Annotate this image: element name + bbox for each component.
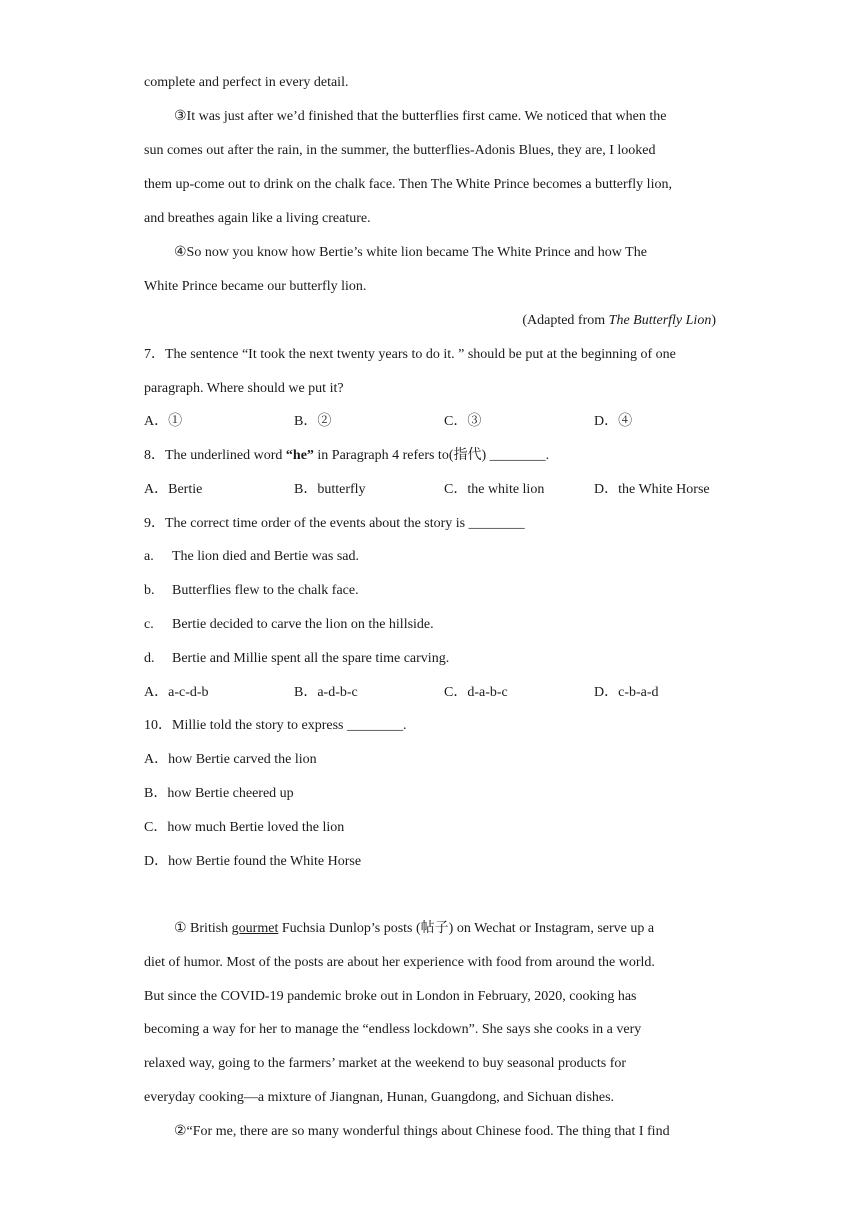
question-10-stem: 10．Millie told the story to express ________. bbox=[144, 718, 407, 733]
question-9-event-a bbox=[144, 548, 359, 566]
question-9-event-c bbox=[144, 616, 434, 634]
passage1-paragraph-3-line-4: and breathes again like a living creature. bbox=[144, 211, 371, 226]
passage1-paragraph-4-line-2: White Prince became our butterfly lion. bbox=[144, 279, 367, 294]
event-text: The lion died and Bertie was sad. bbox=[172, 549, 360, 564]
event-letter: b. bbox=[144, 583, 155, 598]
passage2-paragraph-2-line-1: ②“For me, there are so many wonderful things about Chinese food. The thing that I find bbox=[174, 1124, 670, 1139]
question-10-option-c[interactable]: C．how much Bertie loved the lion bbox=[144, 820, 345, 835]
question-7-stem-line-1: 7．The sentence “It took the next twenty years to do it. ” should be put at the beginning of one bbox=[144, 347, 676, 362]
underlined-word-gourmet: gourmet bbox=[231, 921, 279, 936]
passage1-paragraph-3-line-3: them up-come out to drink on the chalk face. Then The White Prince becomes a butterfly lion, bbox=[144, 177, 672, 192]
question-9-option-c[interactable]: C．d-a-b-c bbox=[444, 685, 508, 700]
question-8-word: “he” bbox=[285, 448, 314, 463]
question-10-option-a[interactable]: A．how Bertie carved the lion bbox=[144, 752, 317, 767]
question-8-option-d[interactable]: D．the White Horse bbox=[594, 482, 710, 497]
question-9-option-d[interactable]: D．c-b-a-d bbox=[594, 685, 659, 700]
p1-prefix: ① British bbox=[174, 921, 232, 936]
event-letter: d. bbox=[144, 651, 155, 666]
source-suffix: ) bbox=[711, 313, 716, 328]
passage1-paragraph-4-line-1: ④So now you know how Bertie’s white lion became The White Prince and how The bbox=[174, 245, 647, 260]
passage2-paragraph-1-line-1 bbox=[174, 920, 654, 938]
event-letter: c. bbox=[144, 617, 154, 632]
question-10-option-d[interactable]: D．how Bertie found the White Horse bbox=[144, 854, 362, 869]
source-title: The Butterfly Lion bbox=[608, 313, 712, 328]
question-9-event-d bbox=[144, 650, 449, 668]
question-8-prefix: 8．The underlined word bbox=[144, 448, 286, 463]
question-10-option-b[interactable]: B．how Bertie cheered up bbox=[144, 786, 294, 801]
passage2-paragraph-1-line-4: becoming a way for her to manage the “endless lockdown”. She says she cooks in a very bbox=[144, 1022, 642, 1037]
question-8-suffix: in Paragraph 4 refers to(指代) ________. bbox=[313, 448, 550, 463]
passage1-paragraph-3-line-1: ③It was just after we’d finished that the butterflies first came. We noticed that when the bbox=[174, 109, 667, 124]
question-7-option-d[interactable]: D．④ bbox=[594, 414, 633, 429]
event-text: Bertie and Millie spent all the spare time carving. bbox=[172, 651, 450, 666]
source-prefix: (Adapted from bbox=[522, 313, 609, 328]
question-9-option-b[interactable]: B．a-d-b-c bbox=[294, 685, 358, 700]
question-7-stem-line-2: paragraph. Where should we put it? bbox=[144, 381, 344, 396]
p1-suffix: Fuchsia Dunlop’s posts (帖子) on Wechat or Instagram, serve up a bbox=[278, 921, 655, 936]
question-8-option-c[interactable]: C．the white lion bbox=[444, 482, 545, 497]
question-9-option-a[interactable]: A．a-c-d-b bbox=[144, 685, 209, 700]
question-7-option-b[interactable]: B．② bbox=[294, 414, 332, 429]
question-8-stem bbox=[144, 447, 549, 465]
question-8-option-a[interactable]: A．Bertie bbox=[144, 482, 203, 497]
passage2-paragraph-1-line-6: everyday cooking—a mixture of Jiangnan, Hunan, Guangdong, and Sichuan dishes. bbox=[144, 1090, 615, 1105]
passage2-paragraph-1-line-2: diet of humor. Most of the posts are about her experience with food from around the world. bbox=[144, 955, 655, 970]
question-7-option-c[interactable]: C．③ bbox=[444, 414, 482, 429]
question-9-stem: 9．The correct time order of the events about the story is ________ bbox=[144, 516, 525, 531]
event-text: Butterflies flew to the chalk face. bbox=[172, 583, 359, 598]
passage1-source bbox=[522, 312, 716, 330]
passage1-line-1: complete and perfect in every detail. bbox=[144, 75, 349, 90]
question-9-event-b bbox=[144, 582, 359, 600]
passage2-paragraph-1-line-3: But since the COVID-19 pandemic broke out in London in February, 2020, cooking has bbox=[144, 989, 637, 1004]
event-letter: a. bbox=[144, 549, 154, 564]
question-7-option-a[interactable]: A．① bbox=[144, 414, 183, 429]
passage2-paragraph-1-line-5: relaxed way, going to the farmers’ market at the weekend to buy seasonal products for bbox=[144, 1056, 627, 1071]
event-text: Bertie decided to carve the lion on the hillside. bbox=[172, 617, 434, 632]
question-8-option-b[interactable]: B．butterfly bbox=[294, 482, 366, 497]
passage1-paragraph-3-line-2: sun comes out after the rain, in the summer, the butterflies-Adonis Blues, they are, I looked bbox=[144, 143, 656, 158]
